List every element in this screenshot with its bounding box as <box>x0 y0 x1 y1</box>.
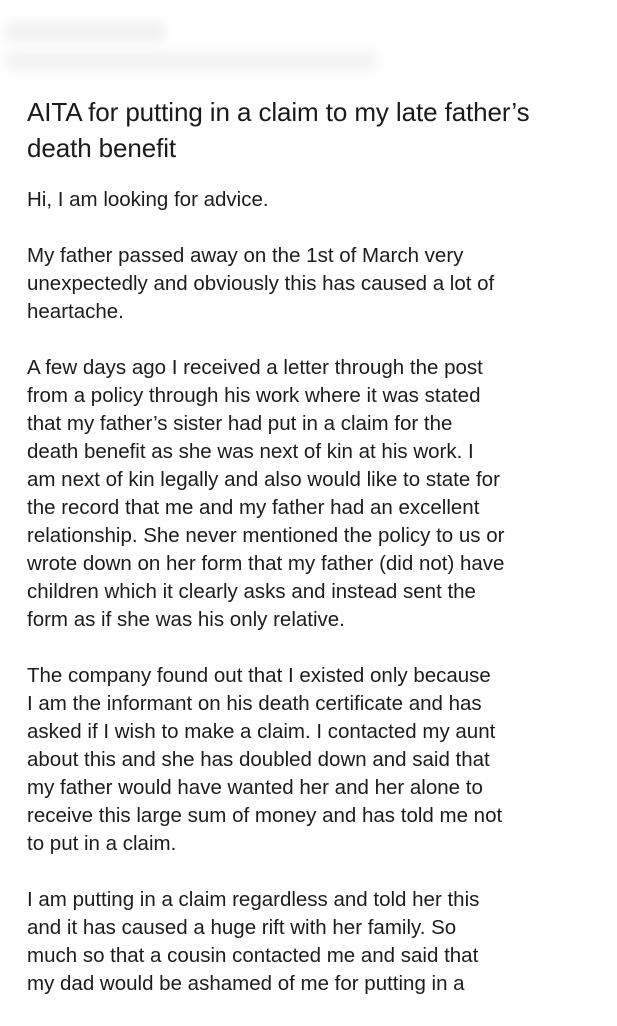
post-paragraph: My father passed away on the 1st of March very unexpectedly and obviously this has caused a lot of heartache. <box>27 244 495 323</box>
post-paragraph: A few days ago I received a letter through the post from a policy through his work where it was stated that my father’s sister had put in a claim for the death benefit as she was next of kin at his work. I am next of kin legally and also would like to state for the record that me and my father had an excellent relationship. She never mentioned the policy to us or wrote down on her form that my father (did not) have children which it clearly asks and instead sent the form as if she was his only relative. <box>27 356 505 631</box>
post-paragraph: I am putting in a claim regardless and told her this and it has caused a huge rift with her family. So much so that a cousin contacted me and said that my dad would be ashamed of me for putting in a <box>27 888 480 995</box>
post <box>27 94 597 1026</box>
blurred-header-line <box>6 22 166 42</box>
post-paragraph: The company found out that I existed only because I am the informant on his death certificate and has asked if I wish to make a claim. I contacted my aunt about this and she has doubled down and said that my father would have wanted her and her alone to receive this large sum of money and has told me not to put in a claim. <box>27 664 503 855</box>
blurred-header-line <box>6 52 376 70</box>
post-paragraph: Hi, I am looking for advice. <box>27 188 269 211</box>
post-body <box>27 186 597 998</box>
blurred-header <box>0 0 617 82</box>
post-title: AITA for putting in a claim to my late father’s death benefit <box>27 97 530 163</box>
